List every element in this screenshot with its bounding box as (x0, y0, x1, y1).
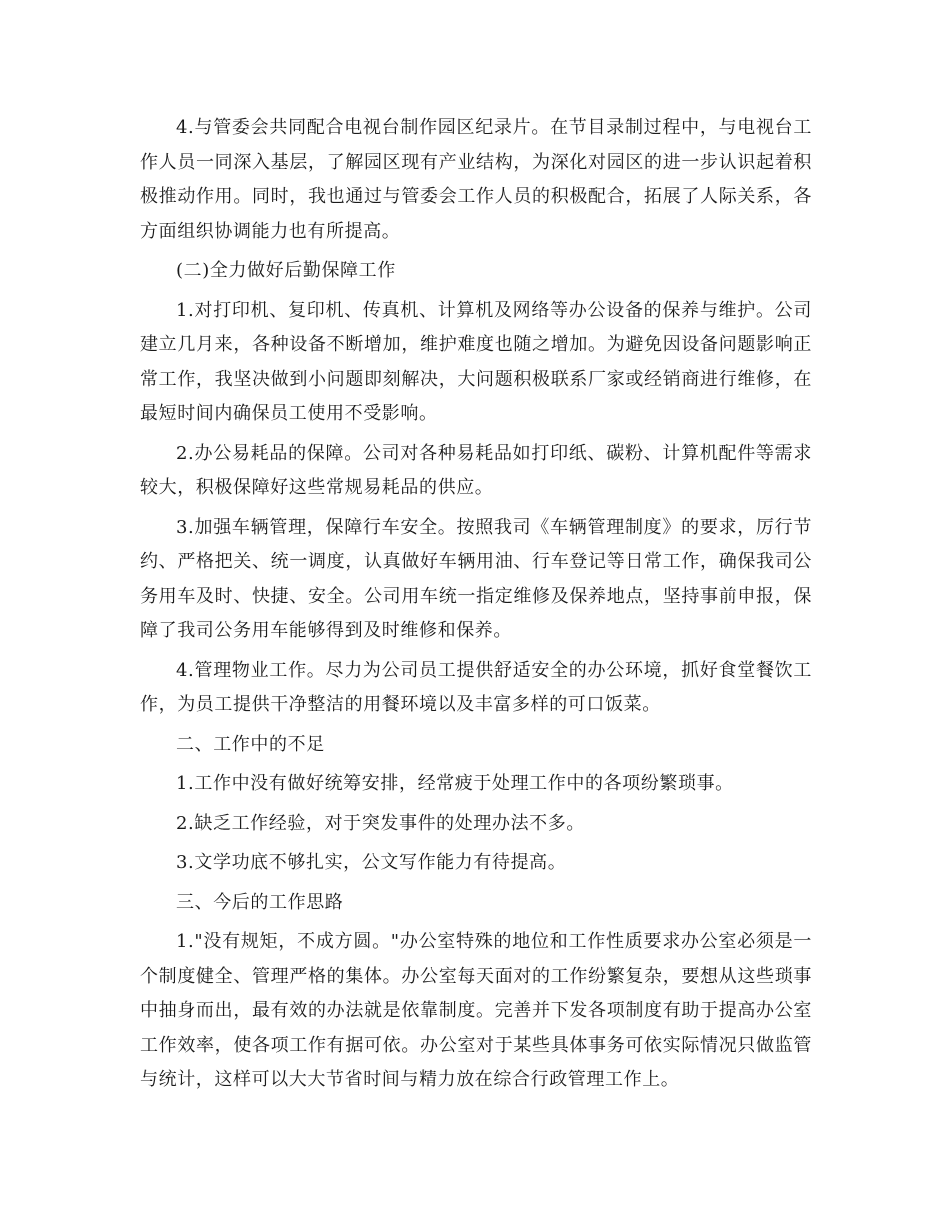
document-body (140, 111, 812, 1103)
paragraph-venue-documentary: 4.与管委会共同配合电视台制作园区纪录片。在节目录制过程中，与电视台工作人员一同深入基层，了解园区现有产业结构，为深化对园区的进一步认识起着积极推动作用。同时，我也通过与管委会工作人员的积极配合，拓展了人际关系，各方面组织协调能力也有所提高。 (140, 117, 812, 242)
paragraph-vehicle-management: 3.加强车辆管理，保障行车安全。按照我司《车辆管理制度》的要求，厉行节约、严格把关、统一调度，认真做好车辆用油、行车登记等日常工作，确保我司公务用车及时、快捷、安全。公司用车统一指定维修及保养地点，坚持事前申报，保障了我司公务用车能够得到及时维修和保养。 (140, 516, 812, 641)
paragraph-rules-and-systems: 1."没有规矩，不成方圆。"办公室特殊的地位和工作性质要求办公室必须是一个制度健全、管理严格的集体。办公室每天面对的工作纷繁复杂，要想从这些琐事中抽身而出，最有效的办法就是依靠制度。完善并下发各项制度有助于提高办公室工作效率，使各项工作有据可依。办公室对于某些具体事务可依实际情况只做监管与统计，这样可以大大节省时间与精力放在综合行政管理工作上。 (140, 931, 812, 1090)
paragraph-equipment-maintenance: 1.对打印机、复印机、传真机、计算机及网络等办公设备的保养与维护。公司建立几月来，各种设备不断增加，维护难度也随之增加。为避免因设备问题影响正常工作，我坚决做到小问题即刻解决，大问题积极联系厂家或经销商进行维修，在最短时间内确保员工使用不受影响。 (140, 299, 812, 424)
paragraph-shortcoming-2: 2.缺乏工作经验，对于突发事件的处理办法不多。 (176, 812, 585, 834)
section-heading-shortcomings: 二、工作中的不足 (176, 733, 325, 755)
section-heading-future-plans: 三、今后的工作思路 (176, 891, 344, 913)
section-heading-logistics: (二)全力做好后勤保障工作 (176, 260, 396, 281)
paragraph-property-management: 4.管理物业工作。尽力为公司员工提供舒适安全的办公环境，抓好食堂餐饮工作，为员工提供干净整洁的用餐环境以及丰富多样的可口饭菜。 (140, 659, 812, 715)
paragraph-consumables: 2.办公易耗品的保障。公司对各种易耗品如打印纸、碳粉、计算机配件等需求较大，积极保障好这些常规易耗品的供应。 (140, 442, 812, 498)
paragraph-shortcoming-1: 1.工作中没有做好统筹安排，经常疲于处理工作中的各项纷繁琐事。 (176, 773, 734, 794)
paragraph-shortcoming-3: 3.文学功底不够扎实，公文写作能力有待提高。 (176, 852, 567, 873)
